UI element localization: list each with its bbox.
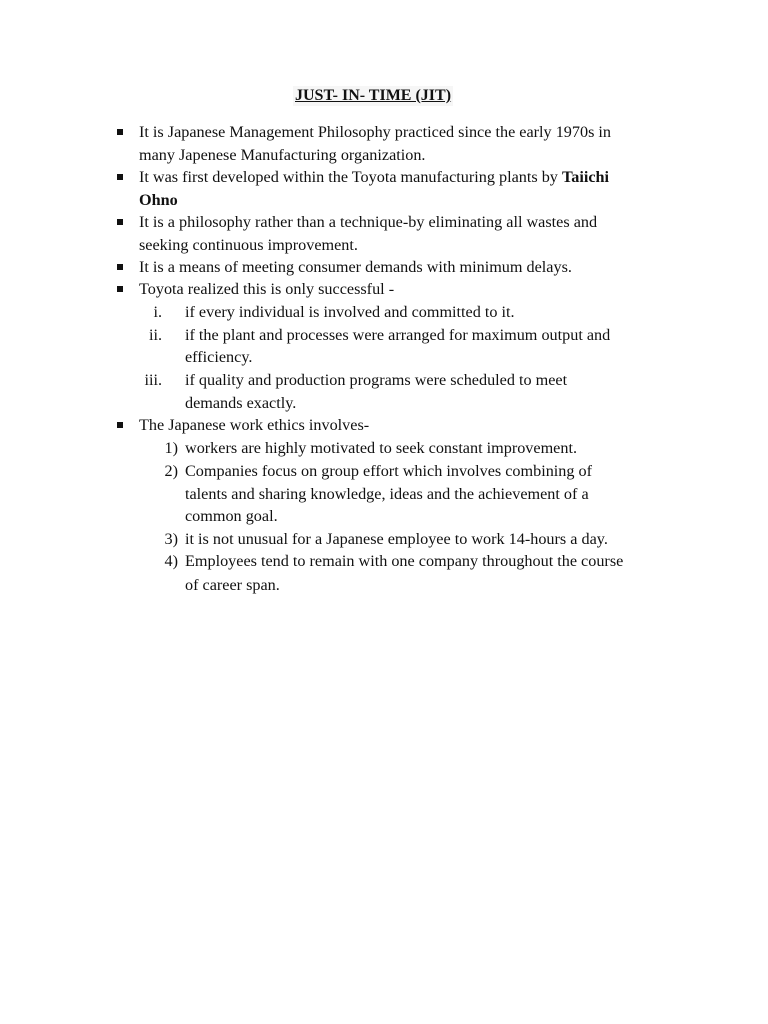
roman-2-line-1: if the plant and processes were arranged for maximum output and: [185, 326, 611, 344]
document-title: JUST- IN- TIME (JIT): [295, 87, 452, 104]
bullet-6-line-1: The Japanese work ethics involves-: [139, 416, 370, 434]
numbered-3-line-1: it is not unusual for a Japanese employee to work 14-hours a day.: [185, 530, 608, 548]
bullet-1-line-1: It is Japanese Management Philosophy practiced since the early 1970s in: [139, 123, 612, 141]
numbered-marker-3: 3): [164, 530, 178, 548]
bullet-icon: [117, 174, 123, 180]
roman-marker-i: i.: [153, 303, 162, 321]
bullet-2-line-2: [139, 190, 178, 210]
roman-3-line-2: demands exactly.: [185, 394, 297, 412]
bullet-icon: [117, 264, 123, 270]
bullet-2-line-1: [139, 167, 609, 187]
bullet-2-bold-name: Taiichi: [561, 168, 610, 186]
bullet-icon: [117, 219, 123, 225]
numbered-marker-4: 4): [164, 552, 178, 570]
roman-3-line-1: if quality and production programs were scheduled to meet: [185, 371, 568, 389]
roman-1-line-1: if every individual is involved and committed to it.: [185, 303, 515, 321]
numbered-4-line-1: Employees tend to remain with one company throughout the course: [185, 552, 624, 570]
roman-2-line-2: efficiency.: [185, 348, 253, 366]
numbered-marker-1: 1): [164, 439, 178, 457]
numbered-4-line-2: of career span.: [185, 576, 280, 594]
numbered-1-line-1: workers are highly motivated to seek constant improvement.: [185, 439, 577, 457]
bullet-icon: [117, 422, 123, 428]
bullet-icon: [117, 129, 123, 135]
bullet-3-line-2: seeking continuous improvement.: [139, 236, 358, 254]
roman-marker-ii: ii.: [148, 326, 162, 344]
bullet-4-line-1: It is a means of meeting consumer demands with minimum delays.: [139, 258, 572, 276]
numbered-2-line-1: Companies focus on group effort which involves combining of: [185, 462, 593, 480]
bullet-2-bold-surname: Ohno: [139, 191, 178, 209]
numbered-marker-2: 2): [164, 462, 178, 480]
roman-marker-iii: iii.: [144, 371, 162, 389]
bullet-1-line-2: many Japenese Manufacturing organization.: [139, 146, 426, 164]
bullet-3-line-1: It is a philosophy rather than a technique-by eliminating all wastes and: [139, 213, 598, 231]
bullet-5-line-1: Toyota realized this is only successful -: [139, 280, 395, 298]
numbered-2-line-3: common goal.: [185, 507, 278, 525]
bullet-icon: [117, 286, 123, 292]
bullet-2-text: It was first developed within the Toyota manufacturing plants by: [139, 168, 558, 186]
numbered-2-line-2: talents and sharing knowledge, ideas and the achievement of a: [185, 485, 589, 503]
